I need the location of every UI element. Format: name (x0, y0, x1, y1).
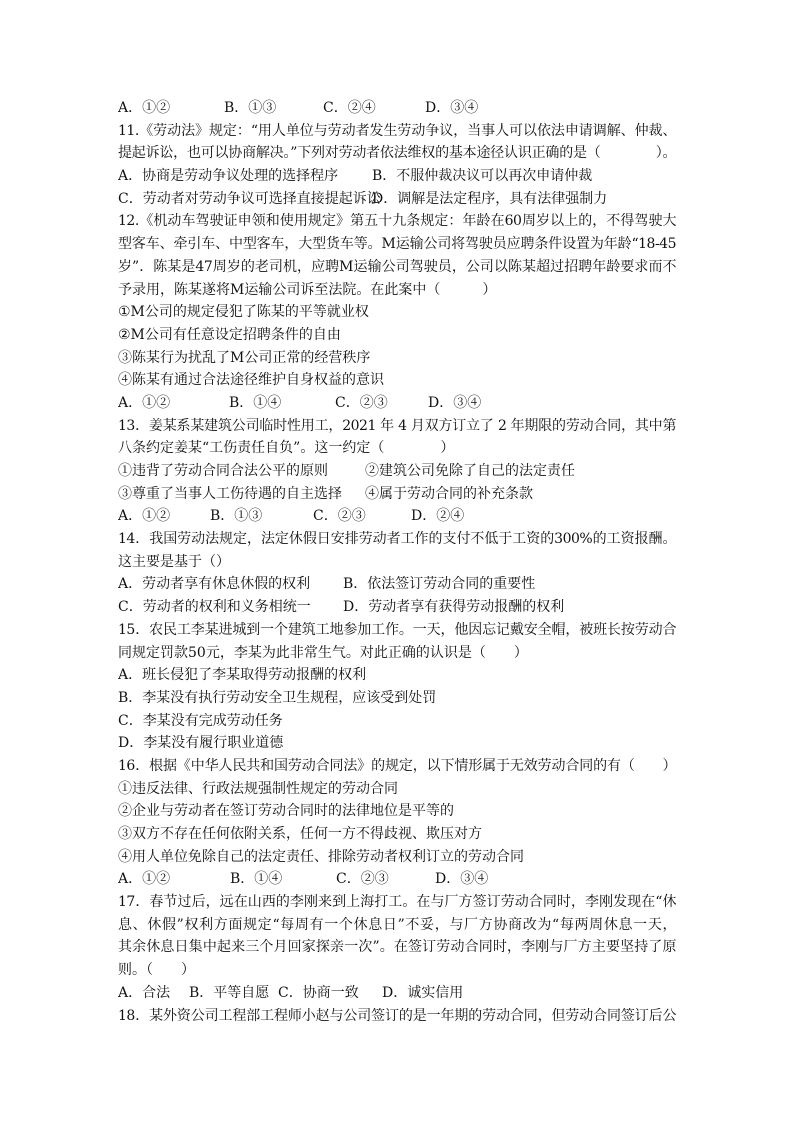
q16-statement-1: ①违反法律、行政法规强制性规定的劳动合同 (118, 780, 398, 797)
q12-stem-line-2: 型客车、牵引车、中型客车，大型货车等。M运输公司将驾驶员应聘条件设置为年龄“18-45 (118, 236, 676, 253)
q11-stem-line-2: 提起诉讼，也可以协商解决。”下列对劳动者依法维权的基本途径认识正确的是（ ）。 (118, 145, 676, 162)
q17-stem-line-2: 息、休假”权利方面规定“每周有一个休息日”不妥，与厂方协商改为“每两周休息一天， (118, 916, 676, 933)
page-content (118, 97, 676, 1027)
q13-statements-row-2 (118, 483, 676, 506)
q17-stem-line-1: 17．春节过后，远在山西的李刚来到上海打工。在与厂方签订劳动合同时，李刚发现在“休 (118, 894, 676, 911)
q13-option-c: C．②③ (313, 508, 366, 525)
q12-statement-1: ①M公司的规定侵犯了陈某的平等就业权 (118, 304, 369, 321)
q16-option-b: B．①④ (230, 871, 283, 888)
q14-option-d: D．劳动者享有获得劳动报酬的权利 (343, 599, 565, 616)
q12-statement-2: ②M公司有任意设定招聘条件的自由 (118, 326, 341, 343)
q16-option-c: C．②③ (336, 871, 389, 888)
q12-option-d: D．③④ (428, 394, 482, 411)
q11-option-d: D．调解是法定程序，具有法律强制力 (372, 190, 608, 207)
q10-option-b: B．①③ (224, 100, 277, 116)
q14-option-b: B．依法签订劳动合同的重要性 (343, 576, 536, 593)
q12-stem-line-4: 予录用，陈某遂将M运输公司诉至法院。在此案中（ ） (118, 281, 497, 298)
q11-option-b: B．不服仲裁决议可以再次申请仲裁 (372, 168, 593, 185)
q13-option-a: A．①② (118, 508, 171, 525)
q12-statement-4: ④陈某有通过合法途径维护自身权益的意识 (118, 372, 384, 389)
q10-options-row (118, 97, 676, 120)
q12-stem-line-1: 12.《机动车驾驶证申领和使用规定》第五十九条规定：年龄在60周岁以上的，不得驾驶大 (118, 213, 676, 230)
q12-statement-3: ③陈某行为扰乱了M公司正常的经营秩序 (118, 349, 371, 366)
q10-option-c: C．②④ (323, 100, 376, 116)
q13-statement-3: ③尊重了当事人工伤待遇的自主选择 (118, 485, 342, 502)
q16-option-d: D．③④ (435, 871, 489, 888)
q15-option-b: B．李某没有执行劳动安全卫生规程，应该受到处罚 (118, 689, 437, 706)
q13-option-d: D．②④ (411, 508, 465, 525)
q14-option-a: A．劳动者享有休息休假的权利 (118, 576, 311, 593)
q16-statement-3: ③双方不存在任何依附关系，任何一方不得歧视、欺压对方 (118, 826, 482, 842)
q12-stem-line-3: 岁”．陈某是47周岁的老司机，应聘M运输公司驾驶员，公司以陈某超过招聘年龄要求而不 (118, 258, 676, 275)
q11-options-row-1 (118, 165, 676, 188)
q15-option-c: C．李某没有完成劳动任务 (118, 712, 283, 729)
q15-stem-line-1: 15．农民工李某进城到一个建筑工地参加工作。一天，他因忘记戴安全帽，被班长按劳动合 (118, 621, 676, 638)
q18-stem-line-1: 18．某外资公司工程部工程师小赵与公司签订的是一年期的劳动合同，但劳动合同签订后公 (118, 1007, 676, 1024)
q16-option-a: A．①② (118, 871, 171, 888)
q11-options-row-2 (118, 188, 676, 211)
q10-option-a: A．①② (118, 100, 171, 116)
q17-option-b: B．平等自愿 (189, 984, 270, 1001)
q13-statement-2: ②建筑公司免除了自己的法定责任 (365, 463, 575, 479)
q13-statements-row-1 (118, 460, 676, 483)
q12-options-row (118, 392, 676, 415)
q17-option-d: D．诚实信用 (382, 984, 464, 1001)
q10-option-d: D．③④ (425, 100, 479, 116)
q16-stem-line-1: 16．根据《中华人民共和国劳动合同法》的规定，以下情形属于无效劳动合同的有（ ） (118, 757, 676, 774)
q17-option-a: A．合法 (118, 984, 171, 1001)
q17-stem-line-3: 其余休息日集中起来三个月回家探亲一次”。在签订劳动合同时，李刚与厂方主要坚持了原 (118, 939, 676, 956)
q12-option-c: C．②③ (335, 394, 388, 411)
q12-option-b: B．①④ (229, 394, 282, 411)
q14-options-row-2 (118, 596, 676, 619)
q13-statement-1: ①违背了劳动合同合法公平的原则 (118, 463, 328, 479)
q12-option-a: A．①② (118, 394, 171, 411)
q13-statement-4: ④属于劳动合同的补充条款 (365, 485, 533, 502)
q15-option-d: D．李某没有履行职业道德 (118, 735, 284, 752)
q14-stem-line-2: 这主要是基于（） (118, 553, 230, 570)
q16-statement-2: ②企业与劳动者在签订劳动合同时的法律地位是平等的 (118, 803, 454, 820)
q17-option-c: C．协商一致 (278, 984, 359, 1001)
q14-stem-line-1: 14．我国劳动法规定，法定休假日安排劳动者工作的支付不低于工资的300%的工资报酬。 (118, 531, 676, 548)
q14-option-c: C．劳动者的权利和义务相统一 (118, 599, 311, 616)
q11-option-c: C．劳动者对劳动争议可选择直接提起诉讼 (118, 190, 381, 207)
q11-stem-line-1: 11.《劳动法》规定：“用人单位与劳动者发生劳动争议，当事人可以依法申请调解、仲裁、 (118, 122, 676, 139)
q17-stem-line-4: 则。（ ） (118, 962, 195, 979)
q14-options-row-1 (118, 573, 676, 596)
q13-option-b: B．①③ (210, 508, 263, 525)
q13-options-row (118, 505, 676, 528)
q15-option-a: A．班长侵犯了李某取得劳动报酬的权利 (118, 667, 367, 684)
q16-statement-4: ④用人单位免除自己的法定责任、排除劳动者权利订立的劳动合同 (118, 848, 524, 865)
q16-options-row (118, 868, 676, 891)
q15-stem-line-2: 同规定罚款50元，李某为此非常生气。对此正确的认识是（ ） (118, 644, 528, 661)
q11-option-a: A．协商是劳动争议处理的选择程序 (118, 168, 339, 185)
q17-options-row (118, 982, 676, 1005)
q13-stem-line-1: 13．姜某系某建筑公司临时性用工，2021 年 4 月双方订立了 2 年期限的劳动合同，其中第 (118, 417, 676, 434)
q13-stem-line-2: 八条约定姜某“工伤责任自负”。这一约定（ ） (118, 440, 455, 457)
